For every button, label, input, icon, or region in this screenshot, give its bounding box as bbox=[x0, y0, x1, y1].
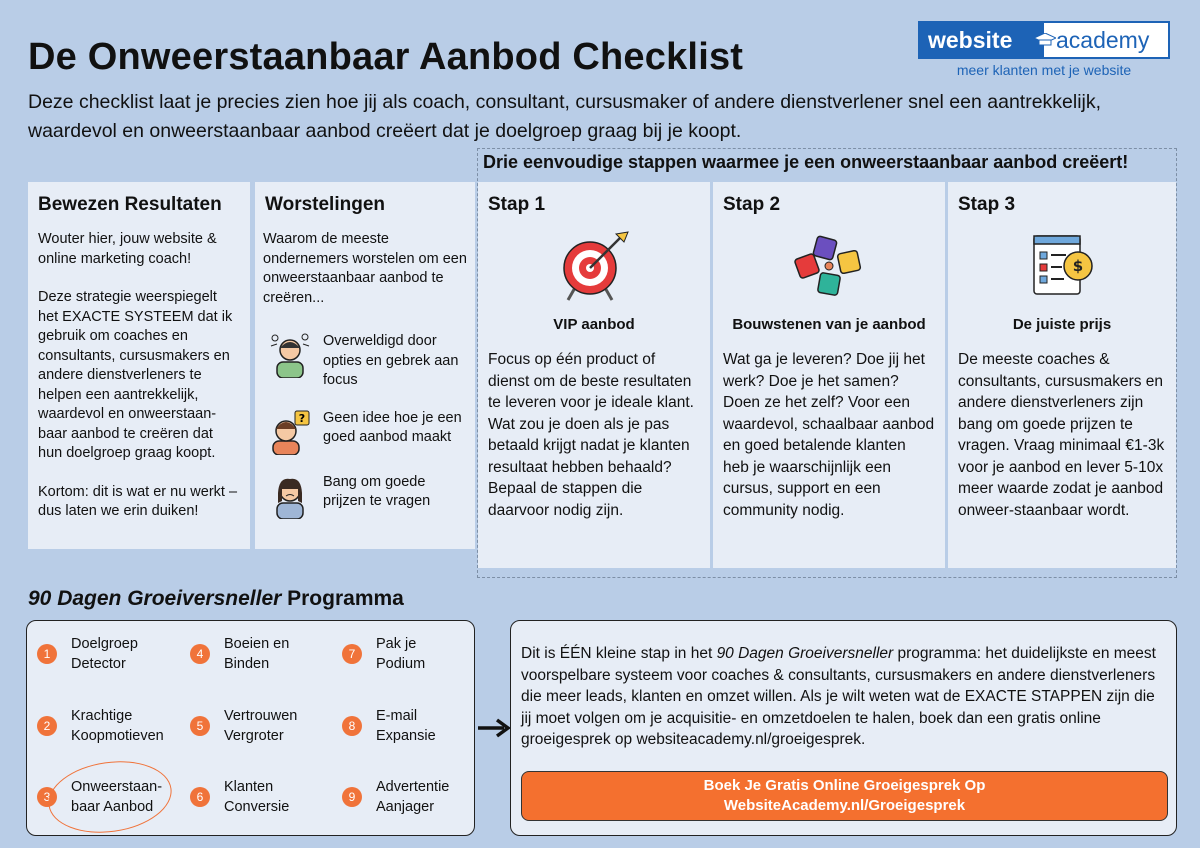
steps-title: Drie eenvoudige stappen waarmee je een onweerstaanbaar aanbod creëert! bbox=[483, 152, 1129, 172]
step-subtitle: De juiste prijs bbox=[1012, 316, 1112, 333]
struggle-label: Overweldigd door opties en gebrek aan focus bbox=[323, 333, 459, 388]
struggles-intro: Waarom de meeste ondernemers worstelen om een onweerstaanbaar aanbod te creëren... bbox=[263, 231, 467, 306]
arrow-right-icon bbox=[478, 718, 512, 738]
step-card-1 bbox=[478, 182, 710, 568]
cta-text-italic: 90 Dagen Groeiversneller bbox=[716, 645, 894, 662]
program-title bbox=[28, 587, 404, 611]
step-text: Focus op één product of dienst om de beste resultaten te leveren voor je ideale klant. Wat zou je doen als je pas betaald krijgt nadat je klanten resultaat hebben behaald? Bepaal de stappen die daarvoor nodig zijn. bbox=[488, 351, 694, 519]
page-title: De Onweerstaanbaar Aanbod Checklist bbox=[28, 36, 744, 78]
number-badge: 3 bbox=[37, 787, 57, 807]
program-item-label: Onweerstaan-baar Aanbod bbox=[71, 779, 163, 815]
svg-text:$: $ bbox=[1072, 257, 1084, 275]
step-heading: Stap 2 bbox=[723, 194, 781, 215]
program-title-rest: Programma bbox=[281, 587, 404, 610]
struggles-heading: Worstelingen bbox=[265, 194, 385, 215]
number-badge: 4 bbox=[190, 644, 210, 664]
logo-part-academy: academy bbox=[1056, 26, 1150, 53]
logo-tagline: meer klanten met je website bbox=[956, 62, 1132, 78]
step-subtitle: VIP aanbod bbox=[553, 316, 635, 333]
program-item-label: Doelgroep Detector bbox=[71, 636, 138, 672]
program-item-8 bbox=[342, 707, 448, 746]
struggle-item bbox=[263, 332, 469, 391]
step-subtitle: Bouwstenen van je aanbod bbox=[732, 316, 926, 333]
program-item-3 bbox=[37, 778, 167, 817]
program-item-6 bbox=[190, 778, 306, 817]
step-text: De meeste coaches & consultants, cursusmakers en andere dienstverleners zijn bang om goede prijzen te vragen. Vraag minimaal €1-3k voor je aanbod en lever 5-10x meer waarde zodat je aanbod onweer-staanbaar wordt. bbox=[958, 351, 1165, 519]
cta-text bbox=[521, 643, 1166, 751]
graduation-cap-icon bbox=[1034, 33, 1056, 47]
step-card-2 bbox=[713, 182, 945, 568]
worried-person-icon bbox=[269, 473, 311, 519]
results-p3: Kortom: dit is wat er nu werkt – dus laten we erin duiken! bbox=[38, 483, 238, 519]
program-item-label: Advertentie Aanjager bbox=[376, 779, 450, 815]
program-item-label: Krachtige Koopmotieven bbox=[71, 708, 164, 744]
number-badge: 6 bbox=[190, 787, 210, 807]
struggles-card bbox=[255, 182, 475, 549]
program-item-2 bbox=[37, 707, 181, 746]
program-item-9 bbox=[342, 778, 472, 817]
step-heading: Stap 3 bbox=[958, 194, 1016, 215]
program-item-label: Pak je Podium bbox=[376, 636, 426, 672]
step-heading: Stap 1 bbox=[488, 194, 546, 215]
program-box bbox=[26, 620, 475, 836]
program-item-label: Klanten Conversie bbox=[224, 779, 290, 815]
step-card-3 bbox=[948, 182, 1176, 568]
cta-text-part: Dit is ÉÉN kleine stap in het bbox=[521, 645, 717, 662]
intro-text: Deze checklist laat je precies zien hoe jij als coach, consultant, cursusmaker of andere dienstverlener snel een aantrekkelijk, waardevol en onweerstaanbaar aanbod creëert dat je doelgroep graag bij je koopt. bbox=[28, 91, 1102, 142]
number-badge: 2 bbox=[37, 716, 57, 736]
logo[interactable] bbox=[918, 21, 1170, 59]
program-item-label: Boeien en Binden bbox=[224, 636, 290, 672]
number-badge: 1 bbox=[37, 644, 57, 664]
program-title-italic: 90 Dagen Groeiversneller bbox=[28, 587, 282, 610]
cta-button-line2: WebsiteAcademy.nl/Groeigesprek bbox=[723, 797, 966, 814]
results-heading: Bewezen Resultaten bbox=[38, 194, 222, 215]
number-badge: 7 bbox=[342, 644, 362, 664]
struggle-label: Bang om goede prijzen te vragen bbox=[323, 473, 431, 509]
confused-person-icon bbox=[269, 409, 311, 455]
logo-part-website: website bbox=[928, 26, 1013, 53]
puzzle-icon bbox=[793, 230, 865, 302]
program-item-label: E-mail Expansie bbox=[376, 708, 436, 744]
struggle-item bbox=[263, 409, 469, 455]
program-item-7 bbox=[342, 635, 448, 674]
program-item-1 bbox=[37, 635, 153, 674]
step-text: Wat ga je leveren? Doe jij het werk? Doe je het samen? Doen ze het zelf? Voor een waardevol, schaalbaar aanbod en goed betalende klanten heb je waarschijnlijk een cursus, support en een community nodig. bbox=[723, 351, 935, 519]
program-item-5 bbox=[190, 707, 320, 746]
pricing-icon bbox=[1026, 230, 1098, 302]
struggle-label: Geen idee hoe je een goed aanbod maakt bbox=[323, 409, 462, 445]
program-item-label: Vertrouwen Vergroter bbox=[224, 708, 298, 744]
results-p1: Wouter hier, jouw website & online marketing coach! bbox=[38, 231, 217, 267]
svg-text:?: ? bbox=[298, 411, 306, 425]
number-badge: 5 bbox=[190, 716, 210, 736]
struggle-item bbox=[263, 473, 469, 519]
cta-text-part: programma: het duidelijkste en meest voorspelbare systeem voor coaches & consultants, cursusmakers en andere dienstverleners die meer leads, klanten en omzet willen. Als je wilt weten wat de EXACTE STAPPEN zijn die jij moet volgen om je acquisitie- en omzetdoelen te halen, boek dan een gratis online groeigesprek op websiteacademy.nl/groeigesprek. bbox=[521, 645, 1156, 748]
book-call-button[interactable] bbox=[521, 771, 1168, 821]
cta-box bbox=[510, 620, 1177, 836]
number-badge: 9 bbox=[342, 787, 362, 807]
overwhelmed-person-icon bbox=[269, 332, 311, 378]
program-item-4 bbox=[190, 635, 306, 674]
cta-button-line1: Boek Je Gratis Online Groeigesprek Op bbox=[703, 777, 986, 794]
target-icon bbox=[558, 230, 630, 302]
number-badge: 8 bbox=[342, 716, 362, 736]
results-card bbox=[28, 182, 250, 549]
results-p2: Deze strategie weerspiegelt het EXACTE SYSTEEM dat ik gebruik om coaches en consultants, cursusmakers en andere dienstverleners te helpen een aantrekkelijk, waardevol en onweerstaan-baar aanbod te creëren dat hun doelgroep graag koopt. bbox=[38, 289, 233, 461]
